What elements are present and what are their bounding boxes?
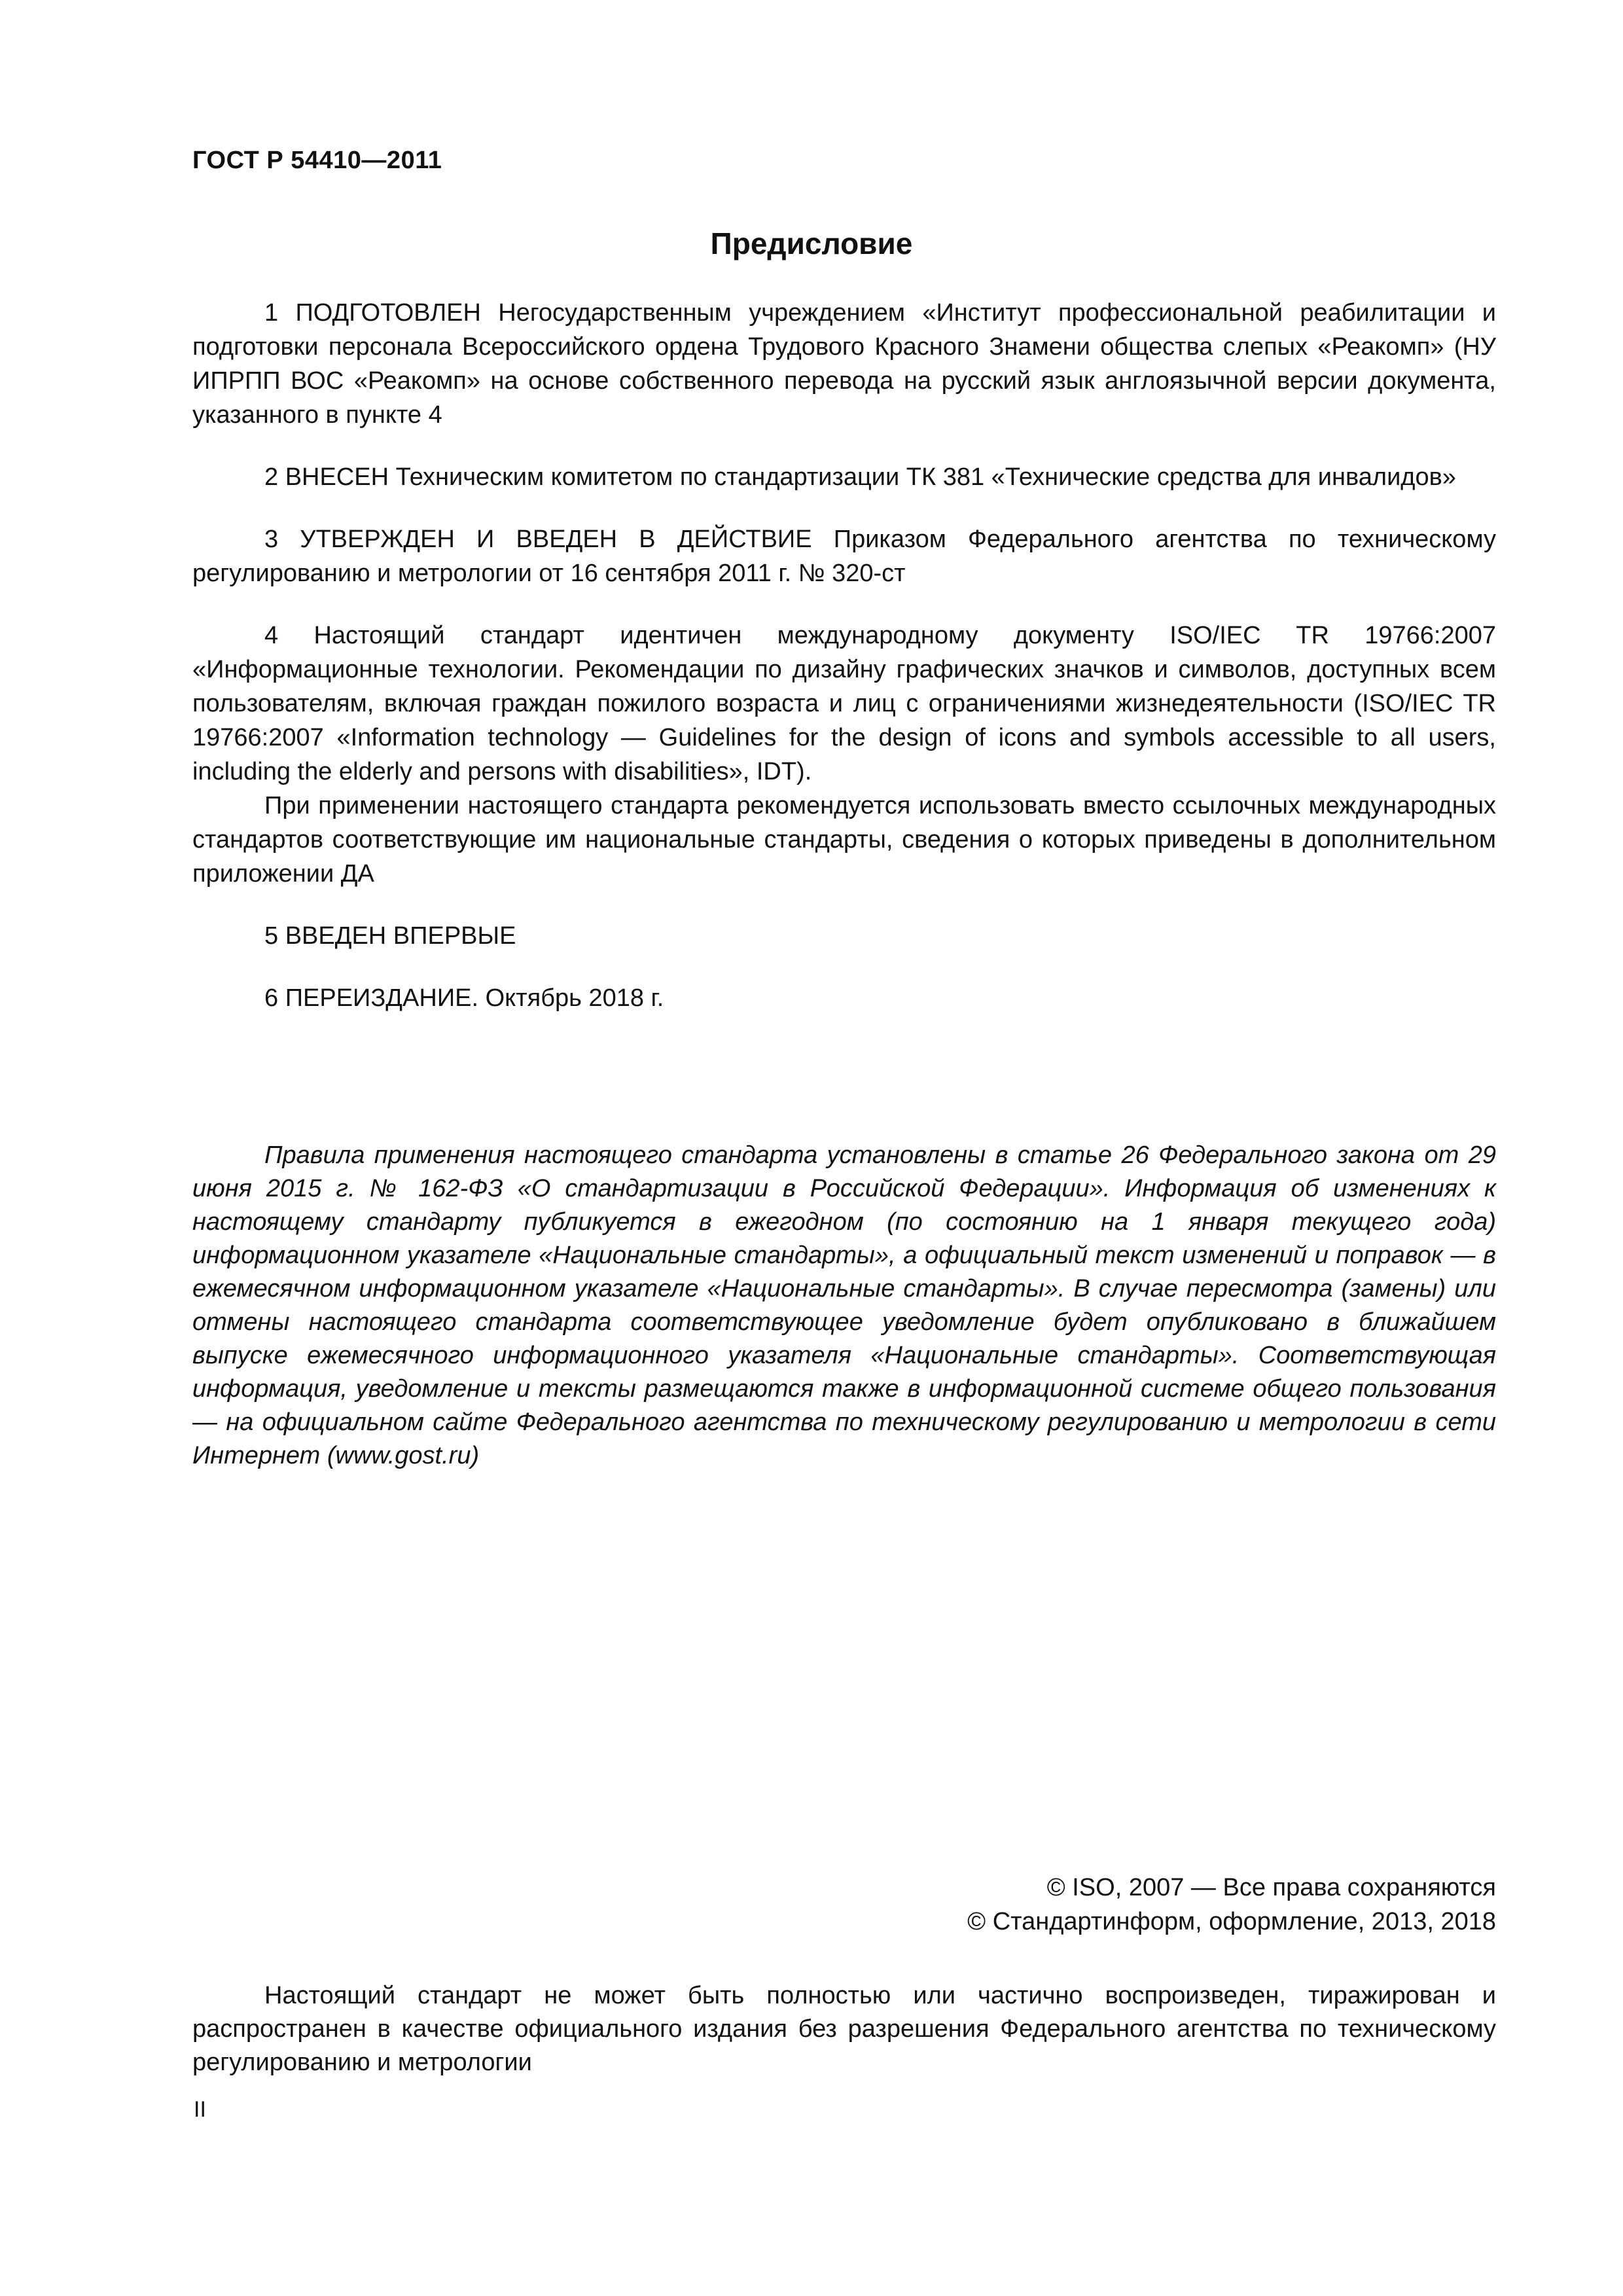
application-rules-notice: Правила применения настоящего стандарта установлены в статье 26 Федерального закона от 29 июня 2015 г. № 162-ФЗ «О стандартизации в Российской Федерации». Информация об изменениях к настоящему стандарту публикуется в ежегодном (по состоянию на 1 января текущего года) информационном указателе «Национальные стандарты», а официальный текст изменений и поправок — в ежемесячном информационном указателе «Национальные стандарты». В случае пересмотра (замены) или отмены настоящего стандарта соответствующее уведомление будет опубликовано в ближайшем выпуске ежемесячного информационного указателя «Национальные стандарты». Соответствующая информация, уведомление и тексты размещаются также в информационной системе общего пользования — на официальном сайте Федерального агентства по техническому регулированию и метрологии в сети Интернет (www.gost.ru) <box>192 1141 1496 1469</box>
copyright-iso: © ISO, 2007 — Все права сохраняются <box>1046 1874 1496 1901</box>
paragraph-approved: 3 УТВЕРЖДЕН И ВВЕДЕН В ДЕЙСТВИЕ Приказом Федерального агентства по техническому регулированию и метрологии от 16 сентября 2011 г. № 320-ст <box>192 526 1496 587</box>
paragraph-reference-note: При применении настоящего стандарта рекомендуется использовать вместо ссылочных международных стандартов соответствующие им национальные стандарты, сведения о которых приведены в дополнительном приложении ДА <box>192 792 1496 888</box>
document-id: ГОСТ Р 54410—2011 <box>192 147 442 174</box>
paragraph-submitted-by: 2 ВНЕСЕН Техническим комитетом по стандартизации ТК 381 «Технические средства для инвалидов» <box>264 463 1456 491</box>
paragraph-first-introduced: 5 ВВЕДЕН ВПЕРВЫЕ <box>264 922 516 950</box>
page-number: II <box>194 2097 206 2122</box>
foreword-body <box>192 296 1496 1015</box>
page-title: Предисловие <box>710 226 913 260</box>
paragraph-reissue: 6 ПЕРЕИЗДАНИЕ. Октябрь 2018 г. <box>264 984 664 1012</box>
reproduction-notice: Настоящий стандарт не может быть полностью или частично воспроизведен, тиражирован и распространен в качестве официального издания без разрешения Федерального агентства по техническому регулированию и метрологии <box>192 1982 1496 2076</box>
copyright-standartinform: © Стандартинформ, оформление, 2013, 2018 <box>967 1908 1496 1935</box>
paragraph-prepared-by: 1 ПОДГОТОВЛЕН Негосударственным учреждением «Институт профессиональной реабилитации и подготовки персонала Всероссийского ордена Трудового Красного Знамени общества слепых «Реакомп» (НУ ИПРПП ВОС «Реакомп» на основе собственного перевода на русский язык англоязычной версии документа, указанного в пункте 4 <box>192 299 1496 429</box>
copyright-block <box>967 1871 1496 1939</box>
paragraph-identical-standard: 4 Настоящий стандарт идентичен международному документу ISO/IEC TR 19766:2007 «Информационные технологии. Рекомендации по дизайну графических значков и символов, доступных всем пользователям, включая граждан пожилого возраста и лиц с ограничениями жизнедеятельности (ISO/IEC TR 19766:2007 «Information technology — Guidelines for the design of icons and symbols accessible to all users, including the elderly and persons with disabilities», IDT). <box>192 622 1496 785</box>
